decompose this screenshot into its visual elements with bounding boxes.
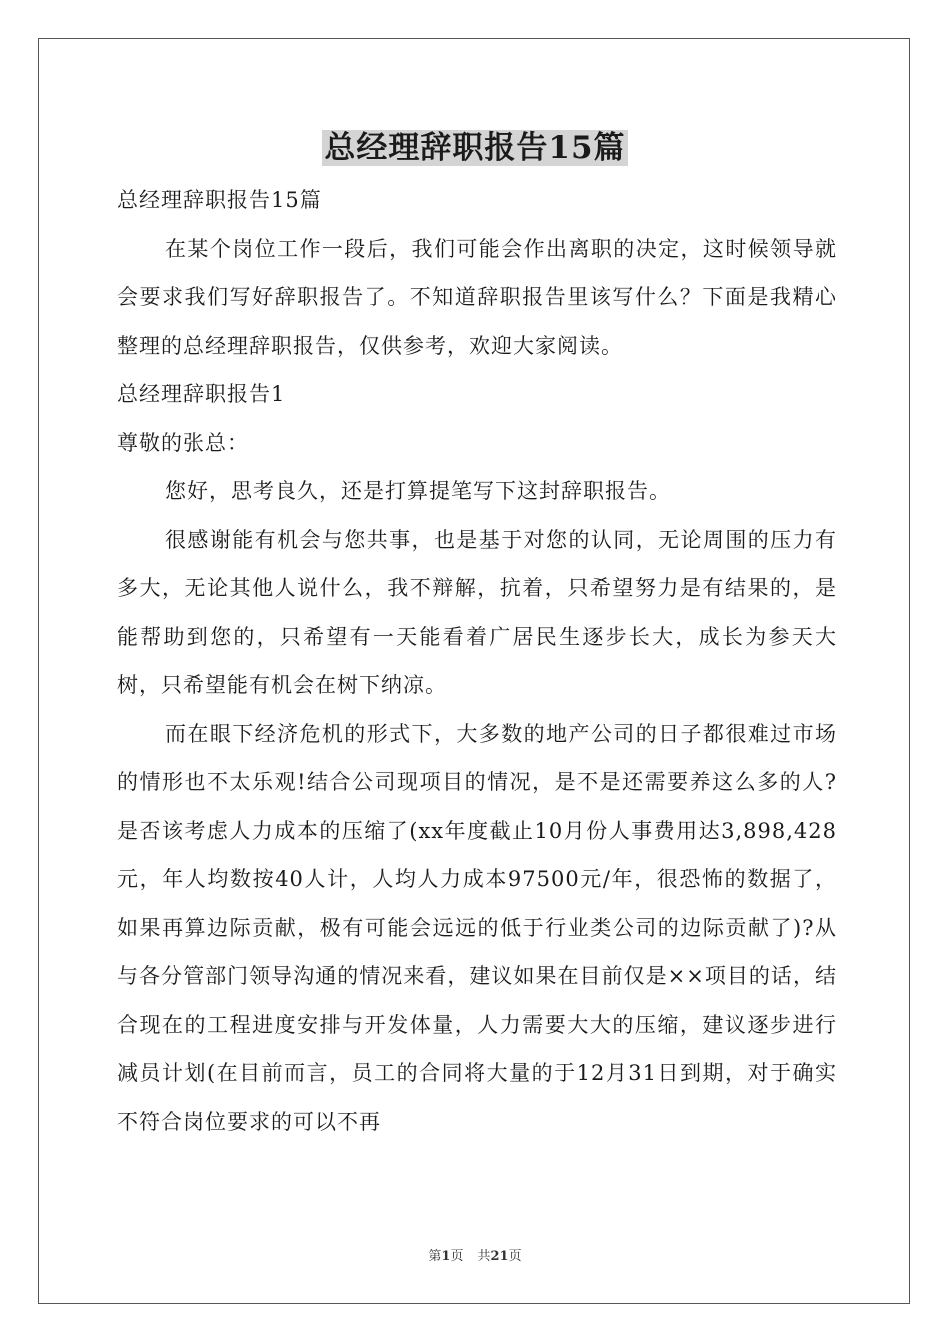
subtitle-line: 总经理辞职报告15篇 — [117, 188, 322, 212]
document-title-text: 总经理辞职报告15篇 — [324, 130, 626, 166]
greeting-paragraph: 您好，思考良久，还是打算提笔写下这封辞职报告。 — [165, 479, 671, 503]
document-body — [117, 176, 837, 1146]
section-heading: 总经理辞职报告1 — [117, 382, 286, 406]
page-suffix: 页 — [450, 1249, 464, 1264]
page-number: 1 — [441, 1249, 451, 1264]
total-suffix: 页 — [508, 1249, 522, 1264]
economy-paragraph: 而在眼下经济危机的形式下，大多数的地产公司的日子都很难过市场的情形也不太乐观!结合公司现项目的情况，是不是还需要养这么多的人?是否该考虑人力成本的压缩了(xx年度截止10月份人事费用达3,898,428元，年人均数按40人计，人均人力成本97500元/年，很恐怖的数据了，如果再算边际贡献，极有可能会远远的低于行业类公司的边际贡献了)?从与各分管部门领导沟通的情况来看，建议如果在目前仅是××项目的话，结合现在的工程进度安排与开发体量，人力需要大大的压缩，建议逐步进行减员计划(在目前而言，员工的合同将大量的于12月31日到期，对于确实不符合岗位要求的可以不再 — [117, 721, 837, 1134]
total-pages: 21 — [490, 1249, 509, 1264]
page-footer — [0, 1248, 950, 1266]
gratitude-paragraph: 很感谢能有机会与您共事，也是基于对您的认同，无论周围的压力有多大，无论其他人说什么，我不辩解，抗着，只希望努力是有结果的，是能帮助到您的，只希望有一天能看着广居民生逐步长大，成长为参天大树，只希望能有机会在树下纳凉。 — [117, 527, 837, 697]
intro-paragraph: 在某个岗位工作一段后，我们可能会作出离职的决定，这时候领导就会要求我们写好辞职报告了。不知道辞职报告里该写什么？下面是我精心整理的总经理辞职报告，仅供参考，欢迎大家阅读。 — [117, 236, 837, 358]
document-title — [0, 128, 950, 168]
page-prefix: 第 — [428, 1249, 442, 1264]
total-prefix: 共 — [477, 1249, 491, 1264]
salutation: 尊敬的张总： — [117, 430, 249, 455]
